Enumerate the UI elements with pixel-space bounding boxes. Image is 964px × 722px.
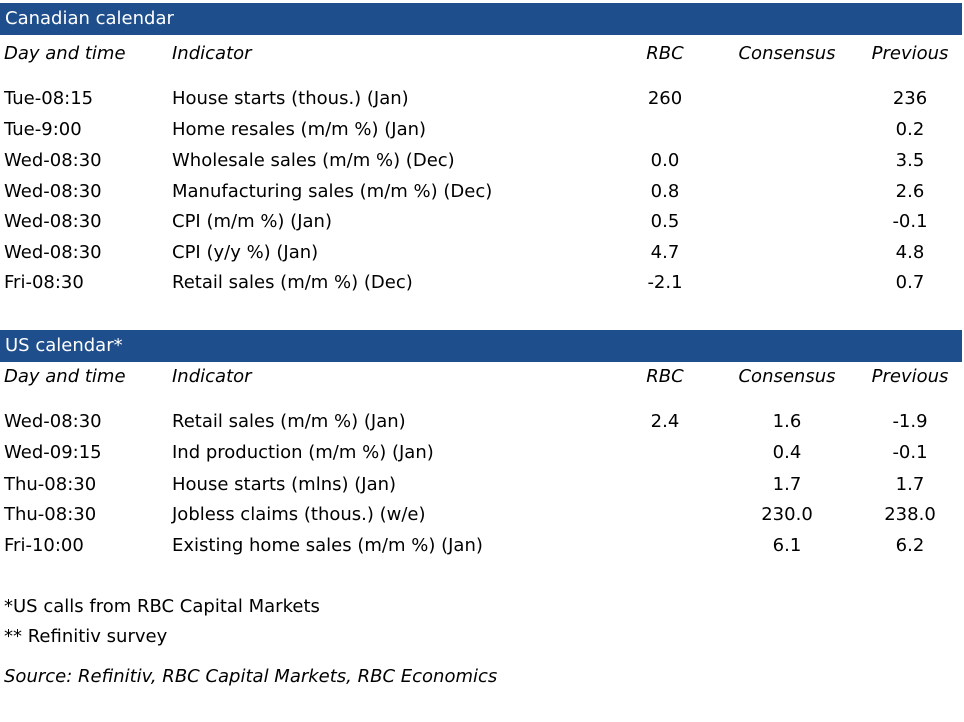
- row-day-time: Wed-08:30: [4, 150, 102, 171]
- row-previous-value: 2.6: [895, 181, 925, 202]
- header-indicator: Indicator: [172, 43, 252, 64]
- row-rbc-value: 0.5: [650, 211, 680, 232]
- header-consensus: Consensus: [738, 43, 836, 64]
- header-rbc: RBC: [646, 366, 684, 387]
- row-rbc-value: 0.8: [650, 181, 680, 202]
- row-day-time: Wed-08:30: [4, 181, 102, 202]
- row-previous-value: 238.0: [884, 504, 936, 525]
- table-row: [0, 531, 962, 561]
- table-row: [0, 438, 962, 468]
- header-previous: Previous: [871, 43, 949, 64]
- row-rbc-value: -2.1: [647, 272, 683, 293]
- header-day-and-time: Day and time: [4, 366, 126, 387]
- table-row: [0, 500, 962, 530]
- table-row: [0, 407, 962, 437]
- row-previous-value: 6.2: [895, 535, 925, 556]
- us-table-header: [0, 362, 962, 392]
- row-day-time: Tue-9:00: [4, 119, 82, 140]
- us-calendar-title: US calendar*: [0, 330, 962, 362]
- row-indicator: Manufacturing sales (m/m %) (Dec): [172, 181, 493, 202]
- row-indicator: CPI (y/y %) (Jan): [172, 242, 319, 263]
- header-previous: Previous: [871, 366, 949, 387]
- row-rbc-value: 4.7: [650, 242, 680, 263]
- row-rbc-value: 260: [647, 88, 683, 109]
- row-previous-value: 4.8: [895, 242, 925, 263]
- row-day-time: Wed-09:15: [4, 442, 102, 463]
- row-previous-value: -1.9: [892, 411, 928, 432]
- row-consensus-value: 1.6: [772, 411, 802, 432]
- table-row: [0, 146, 962, 176]
- header-rbc: RBC: [646, 43, 684, 64]
- row-previous-value: 1.7: [895, 474, 925, 495]
- source-note: Source: Refinitiv, RBC Capital Markets, RBC Economics: [4, 666, 498, 687]
- header-day-and-time: Day and time: [4, 43, 126, 64]
- us-calls-note: *US calls from RBC Capital Markets: [4, 596, 320, 617]
- row-consensus-value: 1.7: [772, 474, 802, 495]
- row-previous-value: -0.1: [892, 211, 928, 232]
- row-day-time: Wed-08:30: [4, 211, 102, 232]
- row-indicator: Ind production (m/m %) (Jan): [172, 442, 434, 463]
- survey-note: ** Refinitiv survey: [4, 626, 168, 647]
- row-indicator: Retail sales (m/m %) (Jan): [172, 411, 406, 432]
- row-previous-value: -0.1: [892, 442, 928, 463]
- row-previous-value: 0.2: [895, 119, 925, 140]
- row-previous-value: 3.5: [895, 150, 925, 171]
- table-row: [0, 84, 962, 114]
- row-indicator: House starts (mlns) (Jan): [172, 474, 397, 495]
- canadian-table-header: [0, 39, 962, 69]
- canadian-calendar-title: Canadian calendar: [0, 3, 962, 35]
- row-day-time: Thu-08:30: [4, 474, 97, 495]
- row-day-time: Wed-08:30: [4, 242, 102, 263]
- row-rbc-value: 0.0: [650, 150, 680, 171]
- table-row: [0, 207, 962, 237]
- table-row: [0, 177, 962, 207]
- row-consensus-value: 0.4: [772, 442, 802, 463]
- row-indicator: Existing home sales (m/m %) (Jan): [172, 535, 483, 556]
- row-previous-value: 0.7: [895, 272, 925, 293]
- row-day-time: Wed-08:30: [4, 411, 102, 432]
- row-day-time: Thu-08:30: [4, 504, 97, 525]
- row-indicator: Home resales (m/m %) (Jan): [172, 119, 427, 140]
- table-row: [0, 115, 962, 145]
- table-row: [0, 268, 962, 298]
- table-row: [0, 238, 962, 268]
- row-indicator: CPI (m/m %) (Jan): [172, 211, 332, 232]
- row-previous-value: 236: [892, 88, 928, 109]
- row-consensus-value: 230.0: [761, 504, 813, 525]
- row-rbc-value: 2.4: [650, 411, 680, 432]
- row-indicator: House starts (thous.) (Jan): [172, 88, 409, 109]
- row-day-time: Tue-08:15: [4, 88, 94, 109]
- row-consensus-value: 6.1: [772, 535, 802, 556]
- row-indicator: Retail sales (m/m %) (Dec): [172, 272, 413, 293]
- row-day-time: Fri-08:30: [4, 272, 84, 293]
- row-indicator: Wholesale sales (m/m %) (Dec): [172, 150, 455, 171]
- header-indicator: Indicator: [172, 366, 252, 387]
- row-day-time: Fri-10:00: [4, 535, 84, 556]
- table-row: [0, 470, 962, 500]
- row-indicator: Jobless claims (thous.) (w/e): [172, 504, 426, 525]
- header-consensus: Consensus: [738, 366, 836, 387]
